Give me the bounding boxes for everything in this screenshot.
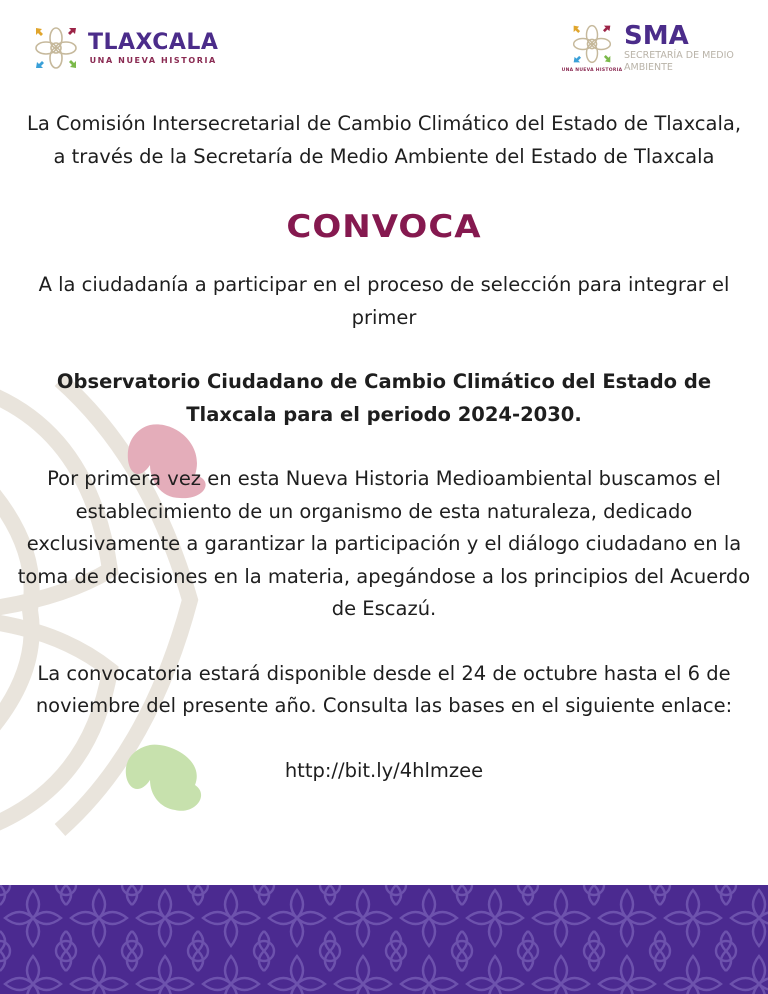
call-text: A la ciudadanía a participar en el proceso de selección para integrar el primer xyxy=(38,273,730,329)
footer-pattern-band xyxy=(0,885,768,994)
observatory-title: Observatorio Ciudadano de Cambio Climático del Estado de Tlaxcala para el periodo 2024-2030. xyxy=(56,370,712,426)
announcement-body xyxy=(0,108,768,787)
logo-tagline: UNA NUEVA HISTORIA xyxy=(561,68,623,73)
flower-emblem-icon xyxy=(32,24,80,72)
bases-link[interactable]: http://bit.ly/4hlmzee xyxy=(284,758,484,782)
header xyxy=(0,18,768,88)
logo-name: SMA xyxy=(624,21,689,51)
sma-logo xyxy=(561,21,734,74)
logo-subtitle-line1: SECRETARÍA DE MEDIO xyxy=(624,50,734,61)
description-text: Por primera vez en esta Nueva Historia Medioambiental buscamos el establecimiento de un organismo de esta naturaleza, dedicado exclusivamente a garantizar la participación y el diálogo ciudadano en la toma de decisiones en la materia, apegándose a los principios del Acuerdo de Escazú. xyxy=(17,467,751,620)
logo-tagline: UNA NUEVA HISTORIA xyxy=(89,55,217,65)
availability-text: La convocatoria estará disponible desde el 24 de octubre hasta el 6 de noviembre del presente año. Consulta las bases en el siguiente enlace: xyxy=(35,661,733,717)
tlaxcala-logo xyxy=(32,24,218,72)
heading-convoca: CONVOCA xyxy=(286,208,482,246)
intro-text: La Comisión Intersecretarial de Cambio Climático del Estado de Tlaxcala, a través de la Secretaría de Medio Ambiente del Estado de Tlaxcala xyxy=(26,112,742,168)
flower-emblem-icon xyxy=(570,22,614,66)
logo-name: TLAXCALA xyxy=(88,29,219,55)
logo-subtitle-line2: AMBIENTE xyxy=(624,62,673,73)
ornamental-pattern xyxy=(0,885,768,994)
